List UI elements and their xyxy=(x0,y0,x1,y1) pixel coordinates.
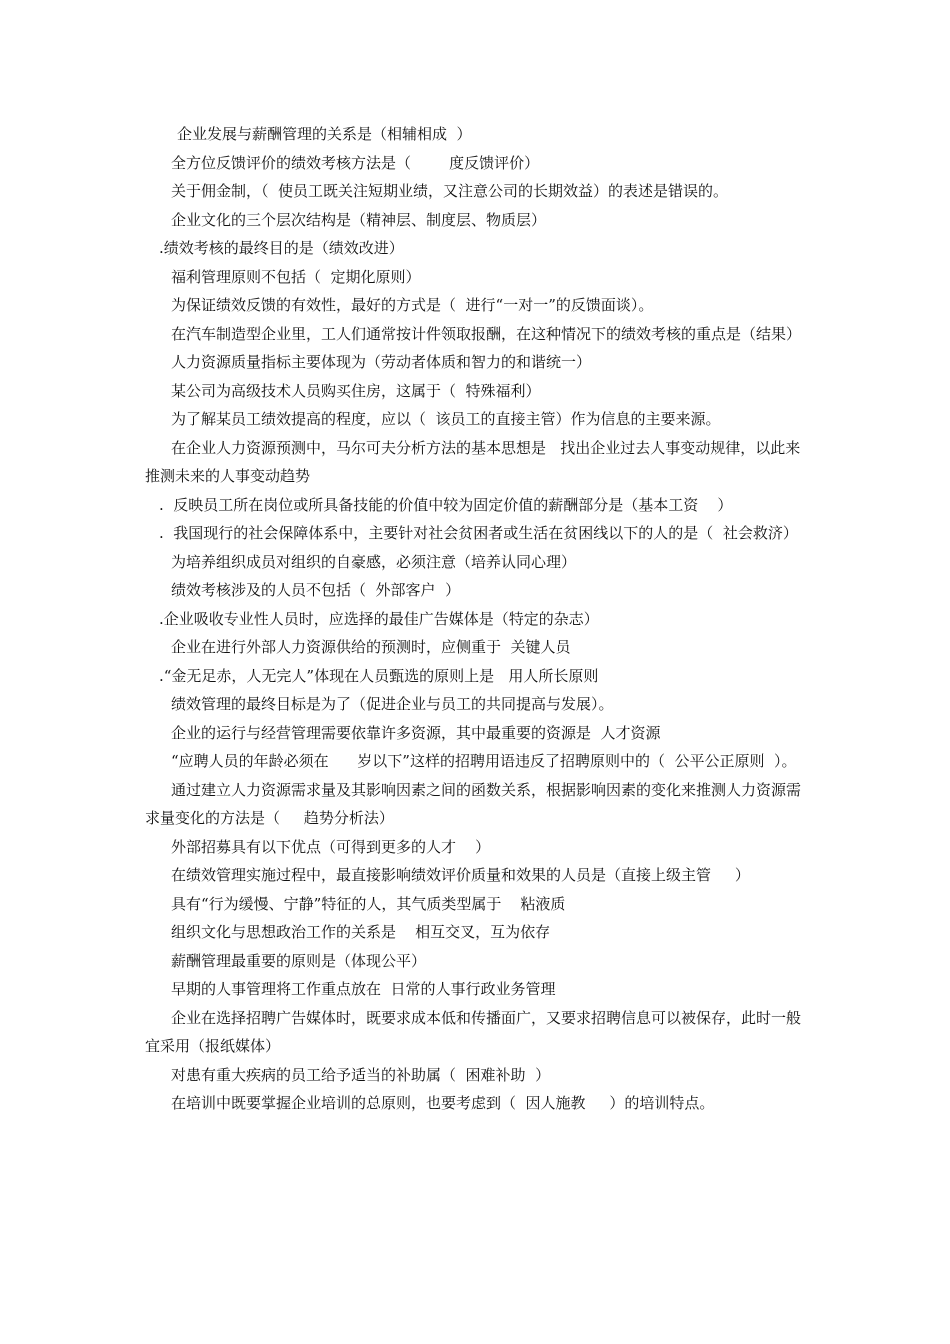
paragraph: 企业的运行与经营管理需要依靠许多资源，其中最重要的资源是 人才资源 xyxy=(171,723,661,742)
paragraph: 全方位反馈评价的绩效考核方法是（ 度反馈评价） xyxy=(171,153,540,172)
paragraph: 绩效考核涉及的人员不包括（ 外部客户 ） xyxy=(171,581,461,599)
paragraph: 企业发展与薪酬管理的关系是（相辅相成 ） xyxy=(177,125,472,143)
paragraph: 外部招募具有以下优点（可得到更多的人才 ） xyxy=(171,837,491,856)
paragraph: 在培训中既要掌握企业培训的总原则，也要考虑到（ 因人施教 ）的培训特点。 xyxy=(171,1094,715,1112)
paragraph: 在绩效管理实施过程中，最直接影响绩效评价质量和效果的人员是（直接上级主管 ） xyxy=(171,866,750,884)
paragraph: 对患有重大疾病的员工给予适当的补助属（ 困难补助 ） xyxy=(171,1065,551,1084)
document-body xyxy=(145,120,810,1118)
paragraph: 福利管理原则不包括（ 定期化原则） xyxy=(171,267,421,286)
paragraph: . 反映员工所在岗位或所具备技能的价值中较为固定价值的薪酬部分是（基本工资 ） xyxy=(159,495,733,514)
paragraph: 企业文化的三个层次结构是（精神层、制度层、物质层） xyxy=(171,210,547,229)
paragraph: 具有“行为缓慢、宁静”特征的人，其气质类型属于 粘液质 xyxy=(171,894,566,913)
paragraph: 人力资源质量指标主要体现为（劳动者体质和智力的和谐统一） xyxy=(171,353,592,371)
paragraph: 在汽车制造型企业里，工人们通常按计件领取报酬，在这种情况下的绩效考核的重点是（结果） xyxy=(171,324,802,343)
paragraph: 组织文化与思想政治工作的关系是 相互交叉，互为依存 xyxy=(171,923,551,941)
paragraph: “应聘人员的年龄必须在 岁以下”这样的招聘用语违反了招聘原则中的（ 公平公正原则 ）。 xyxy=(171,752,797,770)
paragraph: 企业在选择招聘广告媒体时，既要求成本低和传播面广，又要求招聘信息可以被保存，此时一般宜采用（报纸媒体） xyxy=(145,1008,802,1055)
paragraph: 绩效管理的最终目标是为了（促进企业与员工的共同提高与发展）。 xyxy=(171,695,614,713)
paragraph: 为了解某员工绩效提高的程度，应以（ 该员工的直接主管）作为信息的主要来源。 xyxy=(171,410,721,428)
paragraph: 早期的人事管理将工作重点放在 日常的人事行政业务管理 xyxy=(171,980,556,998)
paragraph: 为保证绩效反馈的有效性，最好的方式是（ 进行“一对一”的反馈面谈）。 xyxy=(171,296,654,314)
paragraph: 薪酬管理最重要的原则是（体现公平） xyxy=(171,951,427,970)
paragraph: 在企业人力资源预测中，马尔可夫分析方法的基本思想是 找出企业过去人事变动规律，以此来推测未来的人事变动趋势 xyxy=(145,438,801,485)
paragraph: .企业吸收专业性人员时，应选择的最佳广告媒体是（特定的杂志） xyxy=(159,609,599,628)
paragraph: 为培养组织成员对组织的自豪感，必须注意（培养认同心理） xyxy=(171,552,577,571)
paragraph: 某公司为高级技术人员购买住房，这属于（ 特殊福利） xyxy=(171,381,541,400)
paragraph: 企业在进行外部人力资源供给的预测时，应侧重于 关键人员 xyxy=(171,638,571,656)
paragraph: .“金无足赤，人无完人”体现在人员甄选的原则上是 用人所长原则 xyxy=(159,666,599,685)
paragraph: 关于佣金制，（ 使员工既关注短期业绩，又注意公司的长期效益）的表述是错误的。 xyxy=(171,182,729,200)
paragraph: . 我国现行的社会保障体系中，主要针对社会贫困者或生活在贫困线以下的人的是（ 社会救济） xyxy=(159,524,798,542)
paragraph: 通过建立人力资源需求量及其影响因素之间的函数关系，根据影响因素的变化来推测人力资源需求量变化的方法是（ 趋势分析法） xyxy=(145,780,802,827)
paragraph: .绩效考核的最终目的是（绩效改进） xyxy=(159,239,404,257)
